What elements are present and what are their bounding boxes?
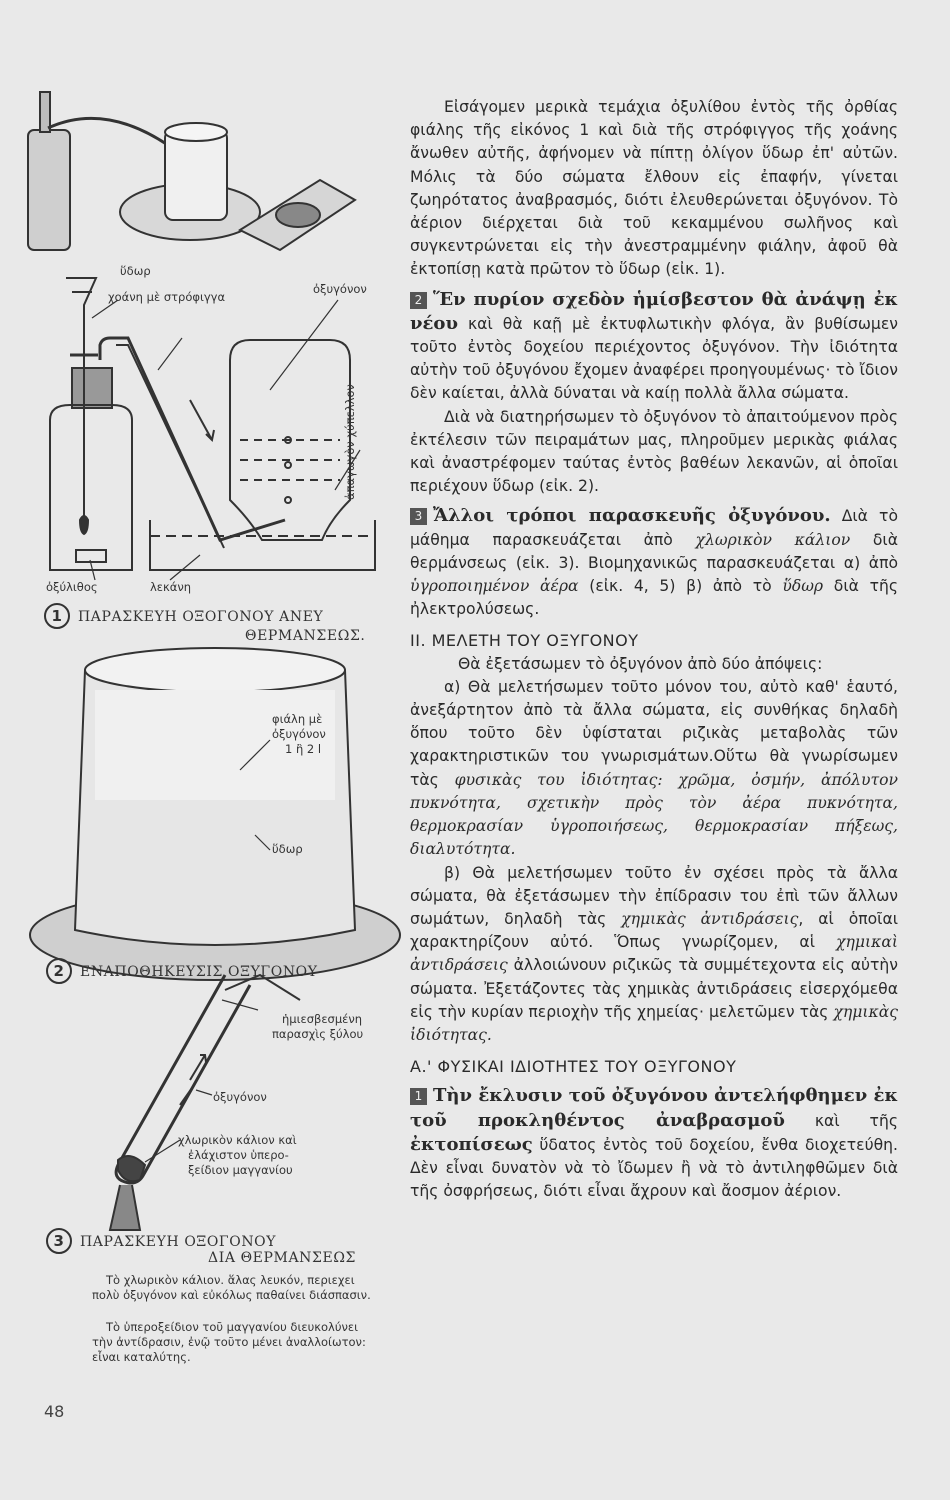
fig3-label-chem-3: ξείδιον μαγγανίου: [188, 1163, 293, 1177]
fig1-label-basin: λεκάνη: [150, 580, 192, 594]
fig3-label-splint-1: ἡμιεσβεσμένη: [282, 1012, 363, 1026]
fig3-number: 3: [46, 1228, 72, 1254]
section-number-box: 3: [410, 508, 427, 525]
fig3-label-splint-2: παρασχὶς ξύλου: [272, 1027, 364, 1041]
fig1-apparatus: [50, 278, 375, 580]
fig2-caption: 2 ΕΝΑΠΟΘΗΚΕΥΣΙΣ ΟΞΥΓΟΝΟΥ: [46, 958, 318, 984]
fig3-caption-line2: ΔΙΑ ΘΕΡΜΑΝΣΕΩΣ: [208, 1250, 357, 1266]
paragraph-3: Διὰ νὰ διατηρήσωμεν τὸ ὀξυγόνον τὸ ἀπαιτούμενον πρὸς ἐκτέλεσιν τῶν πειραμάτων μας, πληροῦμεν μερικὰς φιάλας καὶ ἀναστρέφομεν ταύτας ἐντὸς βαθέων λεκανῶν, αἱ ὁποῖαι περιέχουν ὕδωρ (εἰκ. 2).: [410, 407, 898, 496]
paragraph-6: α) Θὰ μελετήσωμεν τοῦτο μόνον του, αὐτὸ καθ' ἑαυτό, ἀνεξάρτητον ἀπὸ τὰ ἄλλα σώματα, εἰς συνθήκας δηλαδὴ ὅπου τοῦτο δὲν ὑφίσταται ριζικὰς μεταβολὰς τῶν χαρακτηριστικῶν του γνωρισμάτων.Οὕτω θὰ γνωρίσωμεν τὰς φυσικὰς του ἰδιότητας: χρῶμα, ὀσμήν, ἀπόλυτον πυκνότητα, σχετικὴν πρὸς τὸν ἀέρα πυκνότητα, θερμοκρασίαν ὑγροποιήσεως, θερμοκρασίαν πήξεως, διαλυτότητα.: [410, 677, 898, 859]
fig1-number: 1: [44, 603, 70, 629]
fig2-label-water: ὕδωρ: [272, 842, 303, 856]
fig3-label-oxygen: ὀξυγόνον: [213, 1090, 267, 1104]
fig3-test-tube: [110, 975, 300, 1230]
body-text-column: [410, 96, 898, 1203]
fig2-label-flask-1: φιάλη μὲ: [272, 712, 323, 726]
fig1-caption-line2: ΘΕΡΜΑΝΣΕΩΣ.: [245, 628, 366, 644]
paragraph-8: 1 Τὴν ἔκλυσιν τοῦ ὀξυγόνου ἀντελήφθημεν ἐκ τοῦ προκληθέντος ἀναβρασμοῦ καὶ τῆς ἐκτοπίσεως ὕδατος ἐντὸς τοῦ δοχείου, ἔνθα διοχετεύθη. Δὲν εἶναι δυνατὸν νὰ τὸ ἴδωμεν ἢ νὰ τὸ ἀντιληφθῶμεν διὰ τῆς ὀσφρήσεως, διότι εἶναι ἄχρουν καὶ ἄοσμον ἀέριον.: [410, 1085, 898, 1201]
fig2-storage-photo: [30, 648, 400, 980]
section-number-box: 2: [410, 292, 427, 309]
fig1-caption: 1 ΠΑΡΑΣΚΕΥΗ ΟΞΟΓΟΝΟΥ ΑΝΕΥ: [44, 603, 323, 629]
fig2-label-flask-2: ὀξυγόνον: [272, 727, 326, 741]
paragraph-1: Εἰσάγομεν μερικὰ τεμάχια ὀξυλίθου ἐντὸς τῆς ὀρθίας φιάλης τῆς εἰκόνος 1 καὶ διὰ τῆς στρόφιγγος τῆς χοάνης ἄνωθεν αὐτῆς, ἀφήνομεν νὰ πίπτῃ ὀλίγον ὕδωρ ἐπ' αὐτῶν. Μόλις τὰ δύο σώματα ἔλθουν εἰς ἐπαφήν, γίνεται ζωηρότατος ἀναβρασμός, διότι ἐλευθερώνεται ὀξυγόνον. Τὸ ἀέριον διέρχεται διὰ τοῦ κεκαμμένου σωλῆνος καὶ συγκεντρώνεται εἰς τὴν ἀνεστραμμένην φιάλην, ἀφοῦ θὰ ἐκτοπίσῃ κατὰ πρῶτον τὸ ὕδωρ (εἰκ. 1).: [410, 98, 898, 279]
fig2-label-flask-3: 1 ἢ 2 l: [285, 742, 322, 756]
fig1-label-funnel: χοάνη μὲ στρόφιγγα: [108, 290, 226, 304]
paragraph-5: Θὰ ἐξετάσωμεν τὸ ὀξυγόνον ἀπὸ δύο ἀπόψεις:: [458, 654, 823, 673]
fig3-note-2: Τὸ ὑπεροξείδιον τοῦ μαγγανίου διευκολύνει τὴν ἀντίδρασιν, ἐνῷ τοῦτο μένει ἀναλλοίωτον: εἶναι καταλύτης.: [92, 1320, 366, 1364]
section-heading-physical: Α.' ΦΥΣΙΚΑΙ ΙΔΙΟΤΗΤΕΣ ΤΟΥ ΟΞΥΓΟΝΟΥ: [410, 1057, 737, 1077]
fig2-number: 2: [46, 958, 72, 984]
paragraph-2: 2 Ἕν πυρίον σχεδὸν ἡμίσβεστον θὰ ἀνάψῃ ἐκ νέου καὶ θὰ καῇ μὲ ἐκτυφλωτικὴν φλόγα, ἂν βυθίσωμεν τοῦτο ἐντὸς δοχείου περιέχοντος ὀξυγόνον. Τὴν ἰδιότητα αὐτὴν τοῦ ὀξυγόνου ἔχομεν ἀναφέρει προηγουμένως· τὸ ἴδιον δὲν καίεται, ἀλλὰ δύναται νὰ καίῃ πολλὰ ἄλλα σώματα.: [410, 288, 898, 403]
section-number-box: 1: [410, 1088, 427, 1105]
fig3-caption: 3 ΠΑΡΑΣΚΕΥΗ ΟΞΟΓΟΝΟΥ: [46, 1228, 276, 1254]
fig1-label-stone: ὀξύλιθος: [46, 580, 98, 594]
page-number: 48: [44, 1402, 65, 1421]
paragraph-4: 3 Ἄλλοι τρόποι παρασκευῆς ὀξυγόνου. Διὰ τὸ μάθημα παρασκευάζεται ἀπὸ χλωρικὸν κάλιον διὰ θερμάνσεως (εἰκ. 3). Βιομηχανικῶς παρασκευάζεται α) ἀπὸ ὑγροποιημένον ἀέρα (εἰκ. 4, 5) β) ἀπὸ τὸ ὕδωρ διὰ τῆς ἠλεκτρολύσεως.: [410, 505, 898, 619]
fig1-label-oxygen: ὀξυγόνον: [313, 282, 367, 296]
fig3-label-chem-2: ἐλάχιστον ὑπερο-: [188, 1148, 289, 1162]
section-heading-study: ΙΙ. ΜΕΛΕΤΗ ΤΟΥ ΟΞΥΓΟΝΟΥ: [410, 631, 639, 651]
fig3-note-1: Τὸ χλωρικὸν κάλιον. ἅλας λευκόν, περιεχει πολὺ ὀξυγόνον καὶ εὐκόλως παθαίνει διάσπασιν.: [92, 1273, 371, 1302]
paragraph-7: β) Θὰ μελετήσωμεν τοῦτο ἐν σχέσει πρὸς τὰ ἄλλα σώματα, θὰ ἐξετάσωμεν τὴν ἐπίδρασιν του ἐπὶ τῶν ἄλλων σωμάτων, δηλαδὴ τὰς χημικὰς ἀντιδράσεις, αἱ ὁποῖαι χαρακτηρίζουν αὐτό. Ὅπως γνωρίζομεν, αἱ χημικαὶ ἀντιδράσεις ἀλλοιώνουν ριζικῶς τὰ συμμέτεχοντα εἰς αὐτὴν σώματα. Ἐξετάζοντες τὰς χημικὰς ἀντιδράσεις εἰσερχόμεθα εἰς τὴν κυρίαν περιοχὴν τῆς χημείας· μελετῶμεν τὰς χημικὰς ἰδιότητας.: [410, 863, 898, 1044]
top-apparatus-photo: [28, 92, 355, 250]
fig1-label-displaced: ἀπαγωγὸν χύπελλον: [343, 384, 357, 500]
fig1-label-water: ὕδωρ: [120, 264, 151, 278]
fig3-label-chem-1: χλωρικὸν κάλιον καὶ: [178, 1133, 297, 1147]
